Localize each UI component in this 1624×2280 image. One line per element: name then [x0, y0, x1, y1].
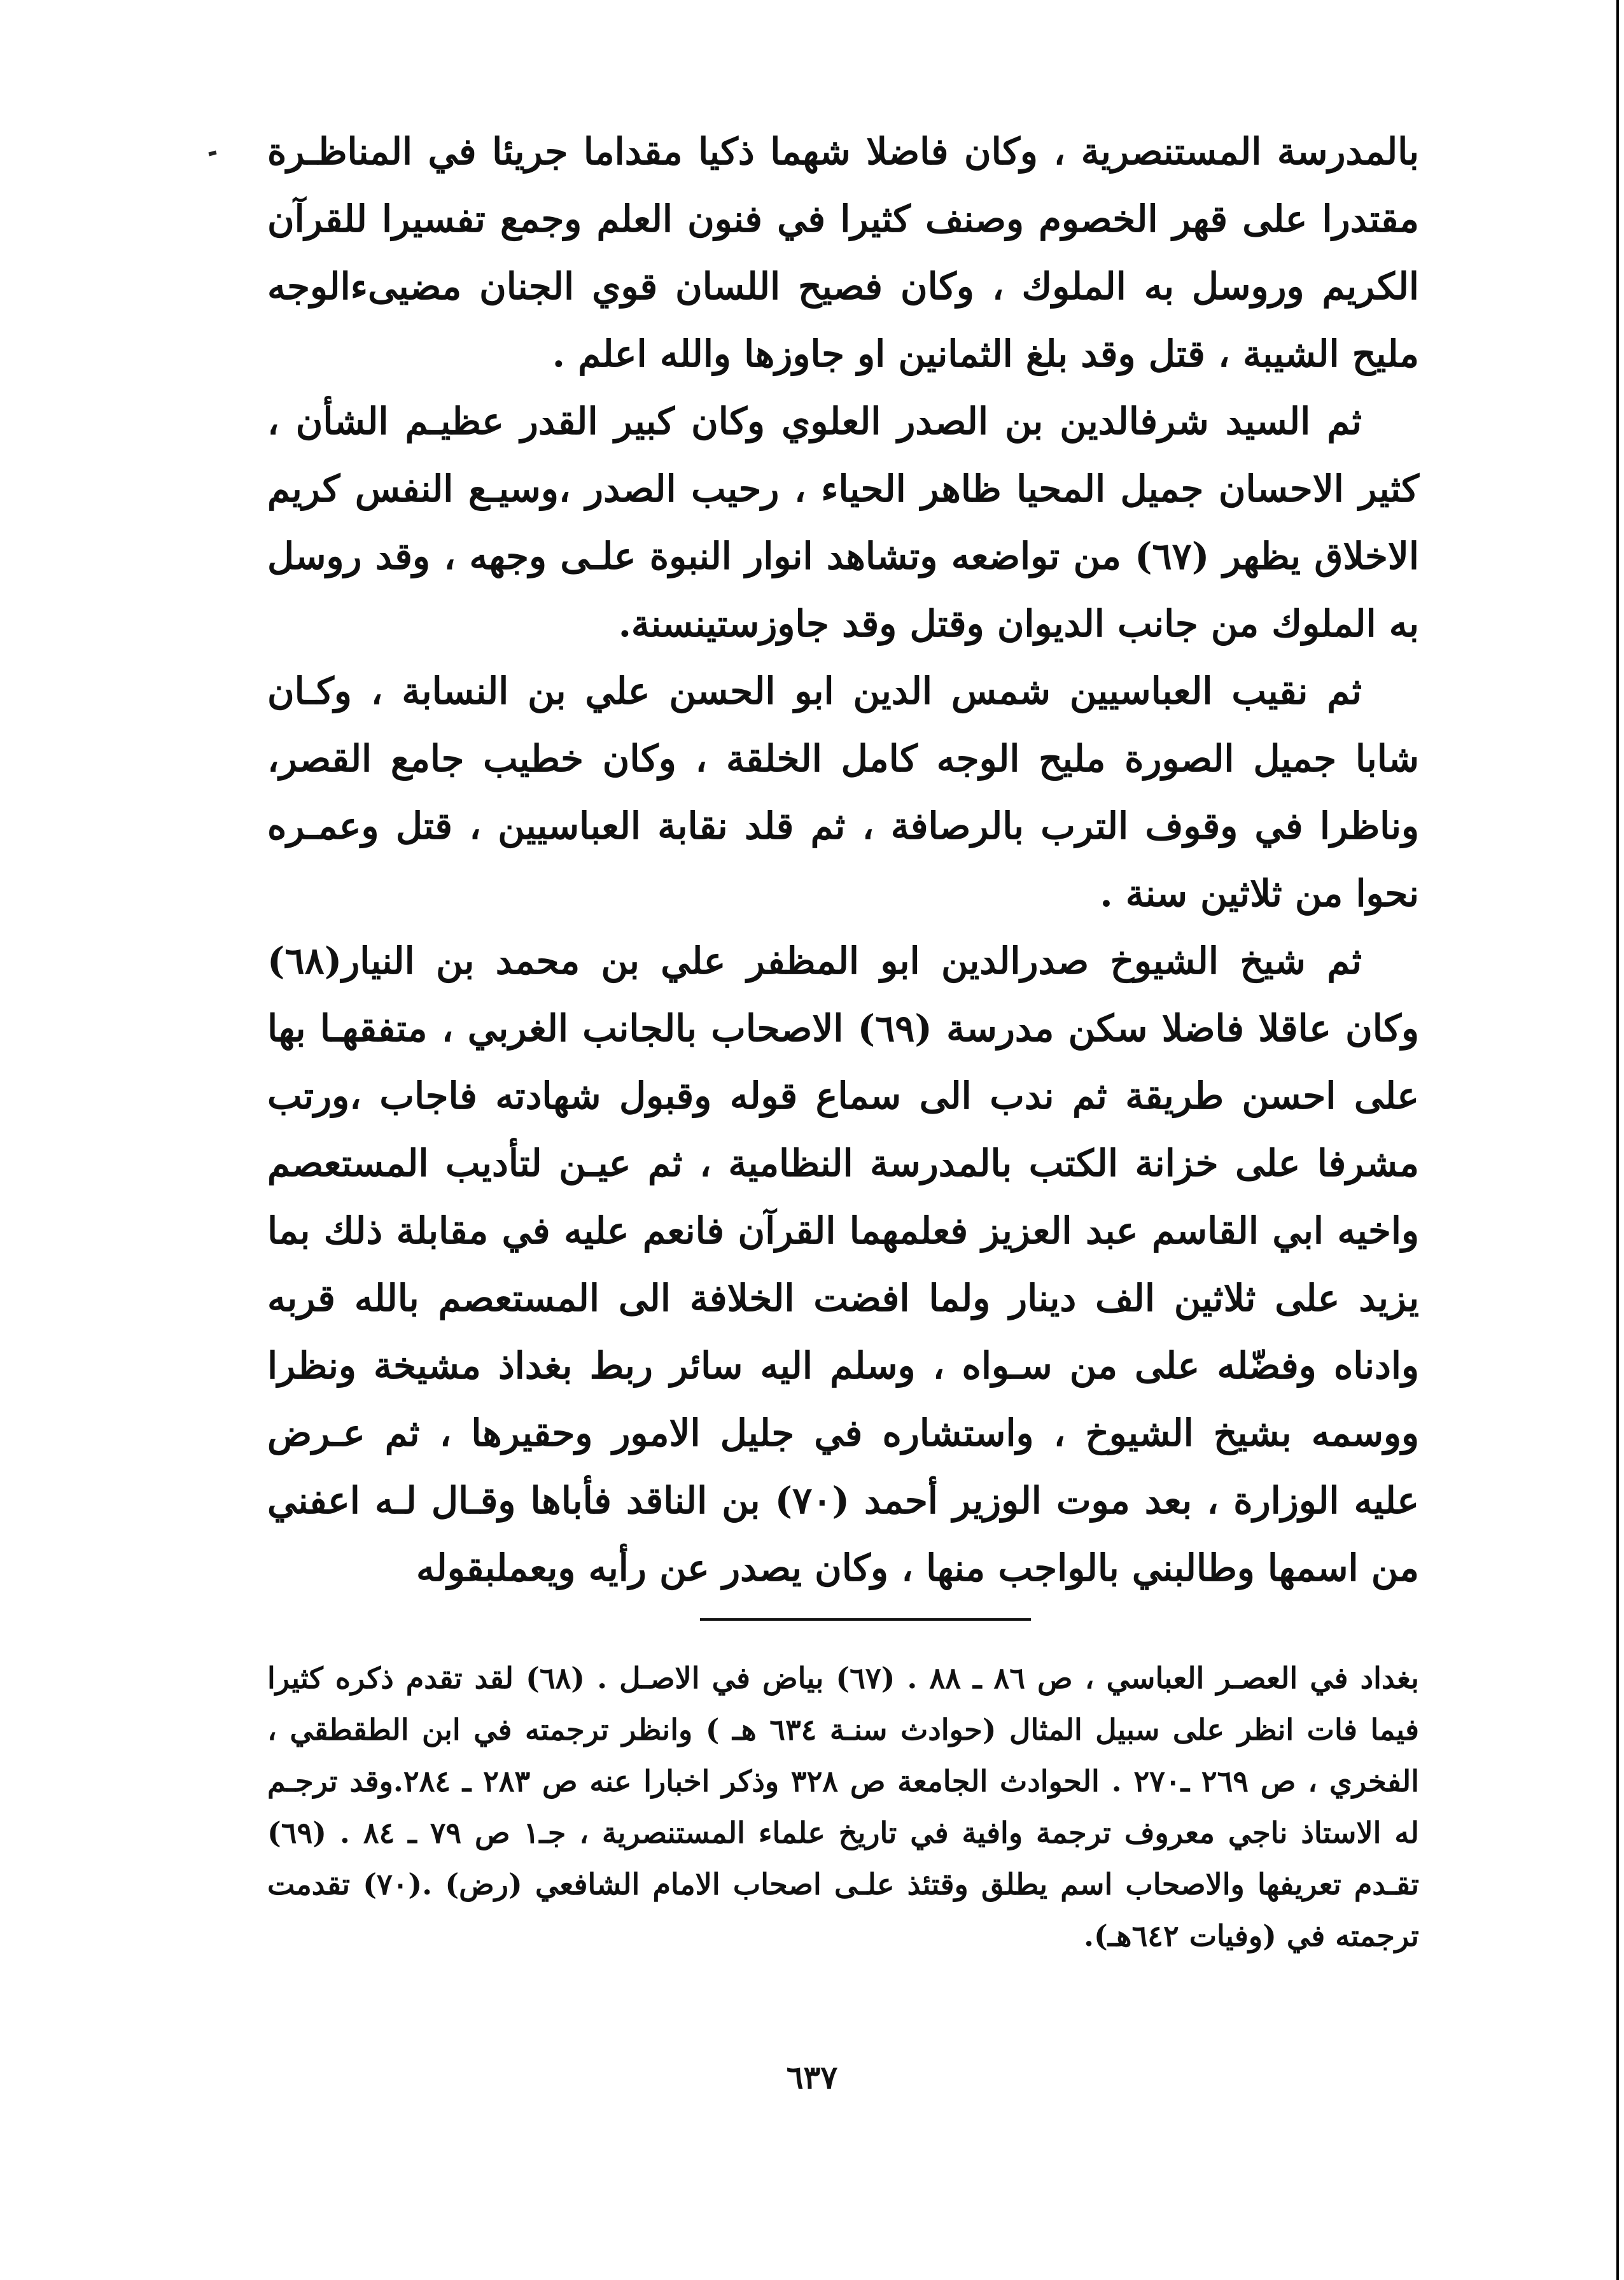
main-text: [267, 118, 1419, 1602]
footnote-separator: [700, 1618, 1031, 1621]
footnotes: [267, 1653, 1419, 1962]
paragraph: ثم السيد شرفالدين بن الصدر العلوي وكان كبير القدر عظيـم الشأن ، كثير الاحسان جميل المحيا ظاهر الحياء ، رحيب الصدر ،وسيـع النفس كريم الاخلاق يظهر (٦٧) من تواضعه وتشاهد انوار النبوة علـى وجهه ، وقد روسل به الملوك من جانب الديوان وقتل وقد جاوزستينسنة.: [267, 400, 1419, 645]
page-content: [267, 118, 1419, 1962]
page-number: ٦٣٧: [786, 2059, 838, 2096]
paragraph: ثم نقيب العباسيين شمس الدين ابو الحسن علي بن النسابة ، وكـان شابا جميل الصورة مليح الوجه كامل الخلقة ، وكان خطيب جامع القصر، وناظرا في وقوف الترب بالرصافة ، ثم قلد نقابة العباسيين ، قتل وعمـره نحوا من ثلاثين سنة .: [267, 669, 1419, 915]
paragraph: ثم شيخ الشيوخ صدرالدين ابو المظفر علي بن محمد بن النيار(٦٨) وكان عاقلا فاضلا سكن مدرسة (٦٩) الاصحاب بالجانب الغربي ، متفقهـا بها على احسن طريقة ثم ندب الى سماع قوله وقبول شهادته فاجاب ،ورتب مشرفا على خزانة الكتب بالمدرسة النظامية ، ثم عيـن لتأديب المستعصم واخيه ابي القاسم عبد العزيز فعلمهما القرآن فانعم عليه في مقابلة ذلك بما يزيد على ثلاثين الف دينار ولما افضت الخلافة الى المستعصم بالله قربه وادناه وفضّله على من سـواه ، وسلم اليه سائر ربط بغداذ مشيخة ونظرا ووسمه بشيخ الشيوخ ، واستشاره في جليل الامور وحقيرها ، ثم عـرض عليه الوزارة ، بعد موت الوزير أحمد (٧٠) بن الناقد فأباها وقـال لـه اعفني من اسمها وطالبني بالواجب منها ، وكان يصدر عن رأيه ويعملبقوله: [267, 939, 1419, 1590]
paragraph: بالمدرسة المستنصرية ، وكان فاضلا شهما ذكيا مقداما جريئا في المناظـرة مقتدرا على قهر الخصوم وصنف كثيرا في فنون العلم وجمع تفسيرا للقرآن الكريم وروسل به الملوك ، وكان فصيح اللسان قوي الجنان مضيىءالوجه مليح الشيبة ، قتل وقد بلغ الثمانين او جاوزها والله اعلم .: [267, 130, 1419, 375]
footnote-text: بغداد في العصـر العباسي ، ص ٨٦ ـ ٨٨ . (٦٧) بياض في الاصـل . (٦٨) لقد تقدم ذكره كثيرا فيما فات انظر على سبيل المثال (حوادث سنـة ٦٣٤ هـ ) وانظر ترجمته في ابن الطقطقي ، الفخري ، ص ٢٦٩ ـ٢٧٠ . الحوادث الجامعة ص ٣٢٨ وذكر اخبارا عنه ص ٢٨٣ ـ ٢٨٤.وقد ترجـم له الاستاذ ناجي معروف ترجمة وافية في تاريخ علماء المستنصرية ، جـ١ ص ٧٩ ـ ٨٤ . (٦٩) تقـدم تعريفها والاصحاب اسم يطلق وقتئذ علـى اصحاب الامام الشافعي (رض) .(٧٠) تقدمت ترجمته في (وفيات ٦٤٢هـ).: [267, 1661, 1420, 1953]
page-edge-line: [1616, 0, 1619, 2280]
stray-ink-mark: [208, 151, 216, 157]
